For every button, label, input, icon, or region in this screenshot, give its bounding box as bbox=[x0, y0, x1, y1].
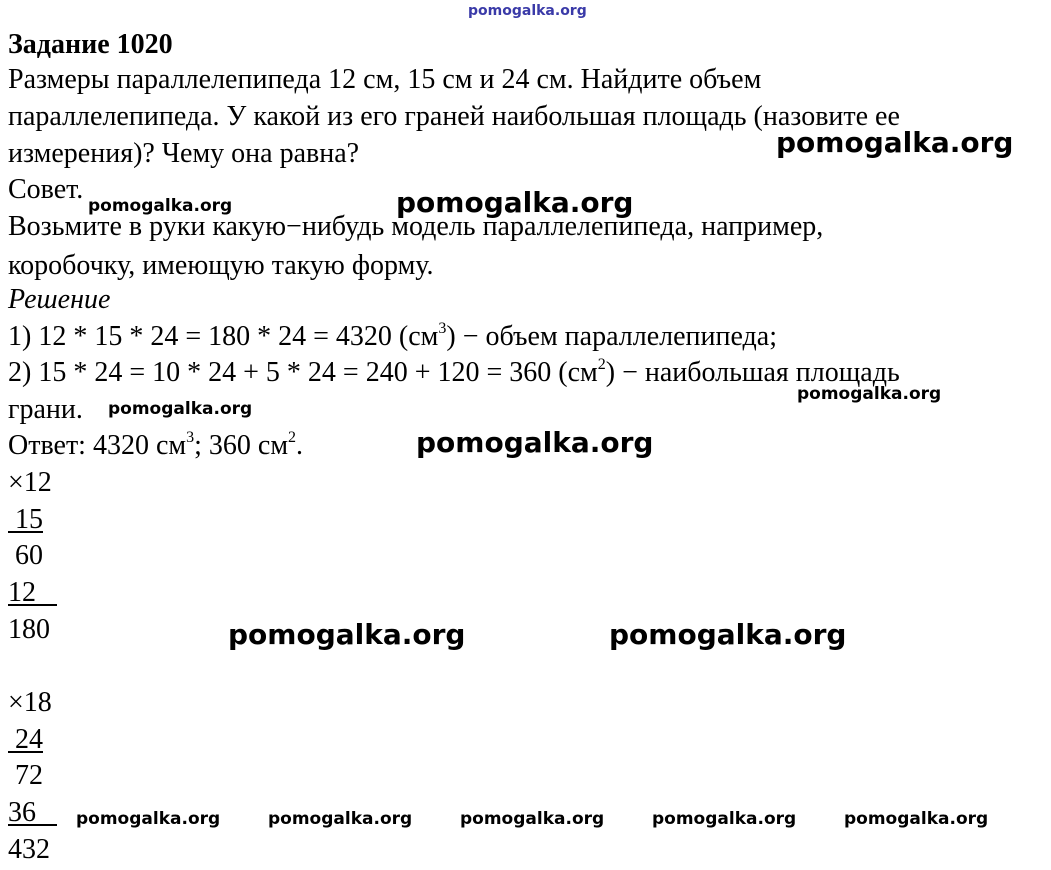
solution-step-1 bbox=[8, 320, 777, 354]
solution-label: Решение bbox=[8, 284, 111, 315]
watermark: pomogalka.org bbox=[652, 809, 797, 829]
watermark: pomogalka.org bbox=[88, 196, 233, 216]
step1-text: 1) 12 * 15 * 24 = 180 * 24 = 4320 (см bbox=[8, 321, 439, 352]
calc2-row-4 bbox=[8, 796, 57, 830]
calc2-row-2-value: 24 bbox=[8, 724, 43, 755]
answer-tail: . bbox=[296, 430, 304, 461]
watermark: pomogalka.org bbox=[108, 399, 253, 419]
calc2-row-3: 72 bbox=[8, 760, 43, 791]
watermark: pomogalka.org bbox=[416, 426, 654, 459]
calc1-row-4 bbox=[8, 576, 57, 610]
calc1-row-4-value: 12 bbox=[8, 577, 36, 608]
watermark: pomogalka.org bbox=[228, 618, 466, 651]
step2-tail: ) − наибольшая площадь bbox=[605, 357, 900, 388]
step1-exponent: 3 bbox=[438, 320, 447, 337]
answer-line bbox=[8, 429, 303, 463]
problem-line-3: измерения)? Чему она равна? bbox=[8, 138, 360, 169]
answer-exponent-1: 3 bbox=[186, 429, 195, 446]
step2-text: 2) 15 * 24 = 10 * 24 + 5 * 24 = 240 + 120 = 360 (см bbox=[8, 357, 598, 388]
watermark: pomogalka.org bbox=[76, 809, 221, 829]
problem-line-1: Размеры параллелепипеда 12 см, 15 см и 24 см. Найдите объем bbox=[8, 64, 762, 95]
tip-line-2: коробочку, имеющую такую форму. bbox=[8, 250, 434, 281]
calc1-row-1: ×12 bbox=[8, 467, 52, 498]
step2-exponent: 2 bbox=[597, 356, 606, 373]
watermark: pomogalka.org bbox=[460, 809, 605, 829]
calc1-row-2-value: 15 bbox=[8, 504, 43, 535]
solution-step-2-cont: грани. bbox=[8, 394, 83, 425]
calc1-row-3: 60 bbox=[8, 540, 43, 571]
calc1-row-2 bbox=[8, 503, 43, 537]
tip-label: Совет. bbox=[8, 174, 84, 205]
step1-tail: ) − объем параллелепипеда; bbox=[446, 321, 778, 352]
solution-step-2 bbox=[8, 356, 900, 390]
watermark: pomogalka.org bbox=[797, 384, 942, 404]
answer-mid: ; 360 см bbox=[194, 430, 289, 461]
answer-text: Ответ: 4320 см bbox=[8, 430, 187, 461]
watermark: pomogalka.org bbox=[609, 618, 847, 651]
calc2-result: 432 bbox=[8, 834, 50, 865]
watermark: pomogalka.org bbox=[396, 186, 634, 219]
watermark: pomogalka.org bbox=[268, 809, 413, 829]
watermark: pomogalka.org bbox=[844, 809, 989, 829]
watermark: pomogalka.org bbox=[776, 126, 1014, 159]
answer-exponent-2: 2 bbox=[288, 429, 297, 446]
calc2-row-1: ×18 bbox=[8, 687, 52, 718]
task-title: Задание 1020 bbox=[8, 29, 173, 60]
calc1-result: 180 bbox=[8, 614, 50, 645]
calc2-row-4-value: 36 bbox=[8, 797, 36, 828]
watermark-top: pomogalka.org bbox=[468, 3, 587, 19]
problem-line-2: параллелепипеда. У какой из его граней наибольшая площадь (назовите ее bbox=[8, 101, 900, 132]
tip-line-1: Возьмите в руки какую−нибудь модель параллелепипеда, например, bbox=[8, 211, 824, 242]
calc2-row-2 bbox=[8, 723, 43, 757]
